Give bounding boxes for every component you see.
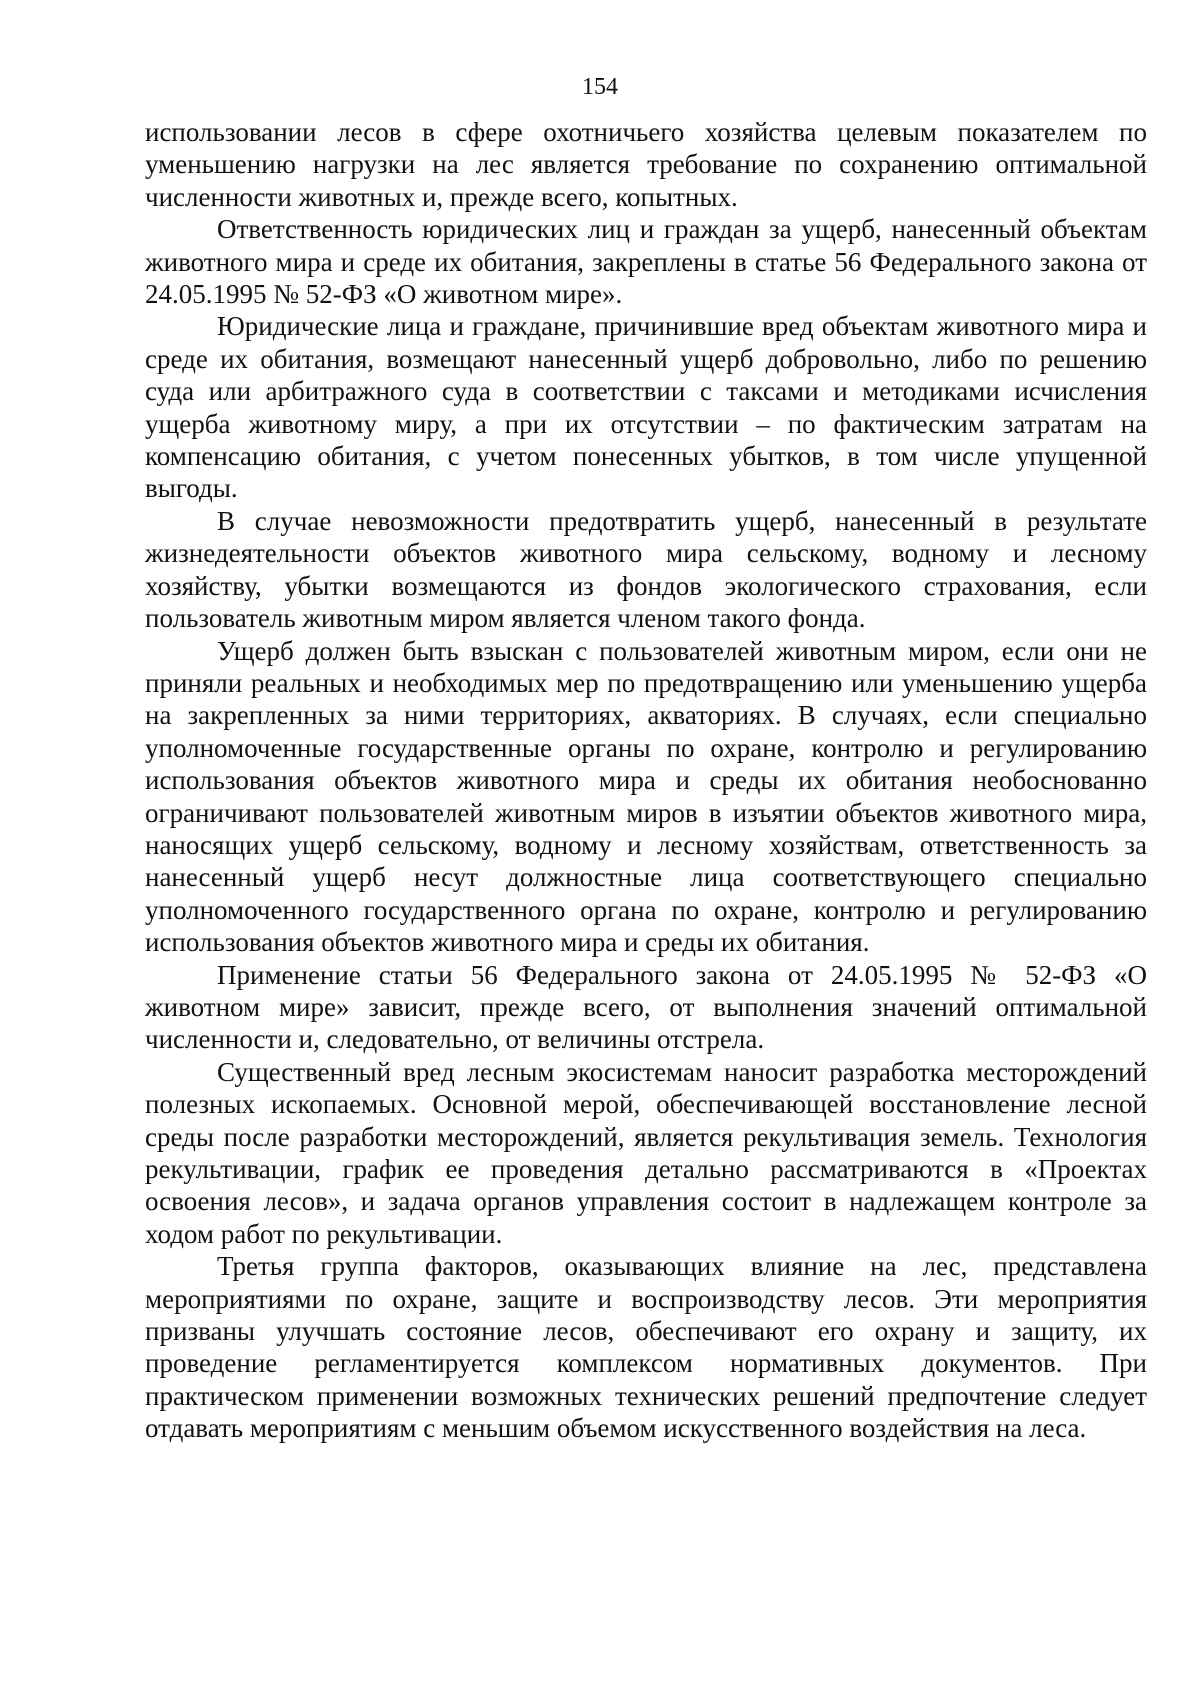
document-body <box>145 116 1147 1445</box>
paragraph: Существенный вред лесным экосистемам наносит разработка месторождений полезных ископаемых. Основной мерой, обеспечивающей восстановление лесной среды после разработки месторождений, является рекультивация земель. Технология рекультивации, график ее проведения детально рассматриваются в «Проектах освоения лесов», и задача органов управления состоит в надлежащем контроле за ходом работ по рекультивации. <box>145 1056 1147 1249</box>
paragraph: Юридические лица и граждане, причинившие вред объектам животного мира и среде их обитания, возмещают нанесенный ущерб добровольно, либо по решению суда или арбитражного суда в соответствии с таксами и методиками исчисления ущерба животному миру, а при их отсутствии – по фактическим затратам на компенсацию обитания, с учетом понесенных убытков, в том числе упущенной выгоды. <box>145 311 1147 504</box>
paragraph: В случае невозможности предотвратить ущерб, нанесенный в результате жизнедеятельности объектов животного мира сельскому, водному и лесному хозяйству, убытки возмещаются из фондов экологического страхования, если пользователь животным миром является членом такого фонда. <box>145 505 1147 634</box>
paragraph: Ущерб должен быть взыскан с пользователей животным миром, если они не приняли реальных и необходимых мер по предотвращению или уменьшению ущерба на закрепленных за ними территориях, акваториях. В случаях, если специально уполномоченные государственные органы по охране, контролю и регулированию использования объектов животного мира и среды их обитания необоснованно ограничивают пользователей животным миров в изъятии объектов животного мира, наносящих ущерб сельскому, водному и лесному хозяйствам, ответственность за нанесенный ущерб несут должностные лица соответствующего специально уполномоченного государственного органа по охране, контролю и регулированию использования объектов животного мира и среды их обитания. <box>145 635 1147 958</box>
paragraph: Ответственность юридических лиц и граждан за ущерб, нанесенный объектам животного мира и среде их обитания, закреплены в статье 56 Федерального закона от 24.05.1995 № 52-ФЗ «О животном мире». <box>145 214 1147 310</box>
paragraph-continuation: использовании лесов в сфере охотничьего хозяйства целевым показателем по уменьшению нагрузки на лес является требование по сохранению оптимальной численности животных и, прежде всего, копытных. <box>145 117 1147 212</box>
paragraph: Третья группа факторов, оказывающих влияние на лес, представлена мероприятиями по охране, защите и воспроизводству лесов. Эти мероприятия призваны улучшать состояние лесов, обеспечивают его охрану и защиту, их проведение регламентируется комплексом нормативных документов. При практическом применении возможных технических решений предпочтение следует отдавать мероприятиям с меньшим объемом искусственного воздействия на леса. <box>145 1251 1147 1444</box>
page-number: 154 <box>582 74 618 100</box>
paragraph: Применение статьи 56 Федерального закона от 24.05.1995 № 52-ФЗ «О животном мире» зависит, прежде всего, от выполнения значений оптимальной численности и, следовательно, от величины отстрела. <box>145 959 1147 1055</box>
